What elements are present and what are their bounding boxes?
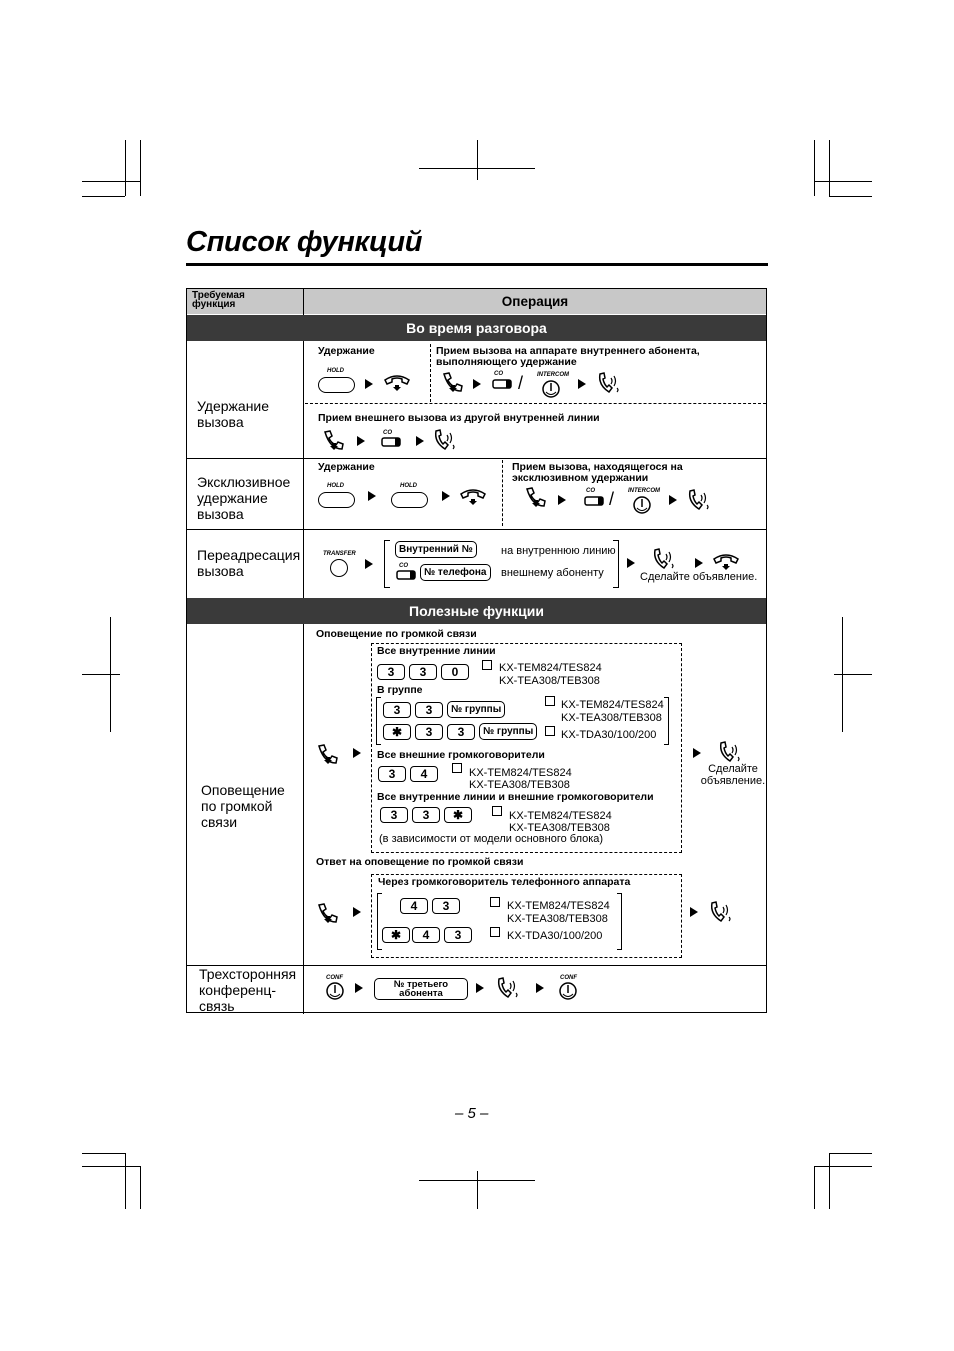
arrow — [355, 983, 363, 993]
co-button-icon[interactable] — [396, 570, 416, 580]
star-key[interactable]: ✱ — [382, 927, 410, 943]
talk-icon — [651, 548, 677, 570]
checkbox-icon — [545, 696, 555, 706]
key-0[interactable]: 0 — [441, 664, 469, 680]
arrow — [627, 558, 635, 568]
bracket-left — [384, 540, 390, 588]
third-party-key[interactable] — [374, 978, 468, 1000]
conf-button-icon[interactable] — [558, 982, 578, 1000]
conf-key-label: CONF — [560, 975, 577, 981]
checkbox-icon — [490, 927, 500, 937]
phone-number-key[interactable]: № телефона — [420, 564, 491, 581]
talk-icon — [686, 489, 712, 511]
key-3[interactable]: 3 — [383, 702, 411, 718]
arrow — [365, 559, 373, 569]
hold-button[interactable] — [391, 492, 428, 508]
intercom-button-icon[interactable] — [632, 496, 652, 514]
paging-all-external-label: Все внешние громкоговорители — [377, 749, 545, 761]
hold-key-label: HOLD — [327, 483, 344, 489]
header-function: Требуемая функция — [192, 290, 245, 310]
header-function-cell — [187, 289, 303, 314]
key-3[interactable]: 3 — [409, 664, 437, 680]
co-button-icon[interactable] — [492, 379, 512, 389]
key-3[interactable]: 3 — [447, 724, 475, 740]
paging-all-both-label: Все внутренние линии и внешние громкоговорители — [377, 791, 654, 803]
key-3[interactable]: 3 — [432, 898, 460, 914]
arrow — [416, 436, 424, 446]
arrow — [368, 491, 376, 501]
conf-button-icon[interactable] — [325, 982, 345, 1000]
slash: / — [518, 373, 524, 393]
key-3[interactable]: 3 — [444, 927, 472, 943]
star-key[interactable]: ✱ — [383, 724, 411, 740]
exclusive-hold-label: Удержание — [318, 461, 375, 473]
offhook-icon — [316, 744, 342, 766]
bracket-left — [377, 893, 382, 950]
bracket-left — [376, 697, 381, 745]
arrow — [690, 907, 698, 917]
paging-answer-title: Ответ на оповещение по громкой связи — [316, 856, 524, 868]
conf-key-label: CONF — [326, 975, 343, 981]
transfer-button[interactable] — [330, 559, 348, 577]
intercom-key-label: INTERCOM — [537, 372, 569, 378]
transfer-announce: Сделайте объявление. — [640, 571, 758, 583]
key-3[interactable]: 3 — [378, 766, 406, 782]
header-operation: Операция — [501, 294, 569, 309]
model-b: KX-TEA308/TEB308 — [561, 712, 662, 724]
co-key-label: CO — [383, 430, 392, 436]
paging-title: Оповещение по громкой связи — [316, 628, 477, 640]
exclusive-retrieve-label: Прием вызова, находящегося на эксклюзивном удержании — [512, 461, 683, 484]
checkbox-icon — [482, 660, 492, 670]
model-a: KX-TEM824/TES824 — [561, 699, 664, 711]
handset-onhook-icon — [383, 374, 411, 392]
paging-announce: Сделайте объявление. — [700, 763, 766, 787]
model-a: KX-TEM824/TES824 — [469, 767, 572, 779]
fn-transfer: Переадресация вызова — [197, 547, 301, 579]
arrow — [558, 495, 566, 505]
section-during-call: Во время разговора — [187, 315, 766, 341]
key-4[interactable]: 4 — [400, 898, 428, 914]
arrow — [353, 907, 361, 917]
fn-paging: Оповещение по громкой связи — [201, 782, 285, 830]
title-rule — [186, 263, 768, 266]
talk-icon — [708, 901, 734, 923]
key-3[interactable]: 3 — [415, 724, 443, 740]
group-number-key[interactable]: № группы — [447, 701, 505, 718]
offhook-icon — [316, 903, 342, 925]
model-a: KX-TEM824/TES824 — [499, 662, 602, 674]
arrow — [669, 495, 677, 505]
arrow — [536, 983, 544, 993]
hold-key-label: HOLD — [327, 368, 344, 374]
third-party-key-label: № третьего абонента — [393, 979, 449, 999]
offhook-icon — [441, 372, 467, 394]
co-button-icon[interactable] — [381, 437, 401, 447]
checkbox-icon — [492, 806, 502, 816]
model-a: KX-TEM824/TES824 — [507, 900, 610, 912]
hold-outside-label: Прием внешнего вызова из другой внутренней линии — [318, 412, 600, 424]
bracket-right — [664, 697, 669, 745]
arrow — [442, 491, 450, 501]
transfer-key-label: TRANSFER — [323, 551, 356, 557]
model-b: KX-TEA308/TEB308 — [499, 675, 600, 687]
page-title: Список функций — [186, 226, 423, 258]
arrow — [365, 379, 373, 389]
co-key-label: CO — [494, 371, 503, 377]
star-key[interactable]: ✱ — [444, 807, 472, 823]
co-key-label: CO — [399, 563, 408, 569]
bracket-right — [617, 893, 622, 950]
hold-button[interactable] — [318, 377, 355, 393]
section-useful: Полезные функции — [187, 598, 766, 624]
transfer-ext-text: на внутреннюю линию — [501, 545, 616, 557]
fn-conference: Трехсторонняя конференц-связь — [199, 966, 297, 1014]
intercom-key-label: INTERCOM — [628, 488, 660, 494]
key-4[interactable]: 4 — [410, 766, 438, 782]
co-key-label: CO — [586, 488, 595, 494]
hold-button[interactable] — [318, 492, 355, 508]
paging-answer-sub: Через громкоговоритель телефонного аппарата — [378, 876, 631, 888]
key-3[interactable]: 3 — [377, 664, 405, 680]
intercom-button-icon[interactable] — [541, 380, 561, 398]
hold-key-label: HOLD — [400, 483, 417, 489]
page-number: – 5 – — [455, 1105, 489, 1122]
group-number-key[interactable]: № группы — [479, 723, 537, 740]
transfer-phone-text: внешнему абоненту — [501, 567, 604, 579]
model-b: KX-TEA308/TEB308 — [469, 779, 570, 791]
offhook-icon — [322, 430, 348, 452]
talk-icon — [495, 977, 521, 999]
arrow — [693, 748, 701, 758]
arrow — [473, 379, 481, 389]
model-a: KX-TEM824/TES824 — [509, 810, 612, 822]
talk-icon — [432, 429, 458, 451]
offhook-icon — [524, 487, 550, 509]
extension-number-key[interactable]: Внутренний № — [395, 541, 477, 558]
key-3[interactable]: 3 — [415, 702, 443, 718]
key-4[interactable]: 4 — [412, 927, 440, 943]
fn-hold: Удержание вызова — [197, 398, 270, 430]
talk-icon — [596, 372, 622, 394]
checkbox-icon — [545, 726, 555, 736]
model-b: KX-TEA308/TEB308 — [509, 822, 610, 834]
handset-onhook-icon — [459, 488, 487, 506]
arrow — [353, 748, 361, 758]
handset-onhook-icon — [712, 553, 740, 571]
slash: / — [609, 489, 615, 509]
checkbox-icon — [452, 763, 462, 773]
paging-group-label: В группе — [377, 684, 423, 696]
hold-retrieve-label: Прием вызова на аппарате внутреннего абонента, выполняющего удержание — [436, 345, 700, 368]
arrow — [578, 379, 586, 389]
hold-label: Удержание — [318, 345, 375, 357]
paging-note: (в зависимости от модели основного блока) — [379, 833, 604, 845]
talk-icon — [717, 741, 743, 763]
model-b: KX-TEA308/TEB308 — [507, 913, 608, 925]
fn-exclusive: Эксклюзивное удержание вызова — [197, 474, 291, 522]
header-operation-cell — [304, 289, 766, 314]
arrow — [476, 983, 484, 993]
model-c: KX-TDA30/100/200 — [561, 729, 657, 741]
model-c: KX-TDA30/100/200 — [507, 930, 603, 942]
arrow — [357, 436, 365, 446]
bracket-right — [613, 540, 619, 588]
co-button-icon[interactable] — [584, 496, 604, 506]
key-3[interactable]: 3 — [380, 807, 408, 823]
paging-all-ext-label: Все внутренние линии — [377, 645, 496, 657]
arrow — [695, 558, 703, 568]
checkbox-icon — [490, 897, 500, 907]
key-3[interactable]: 3 — [412, 807, 440, 823]
